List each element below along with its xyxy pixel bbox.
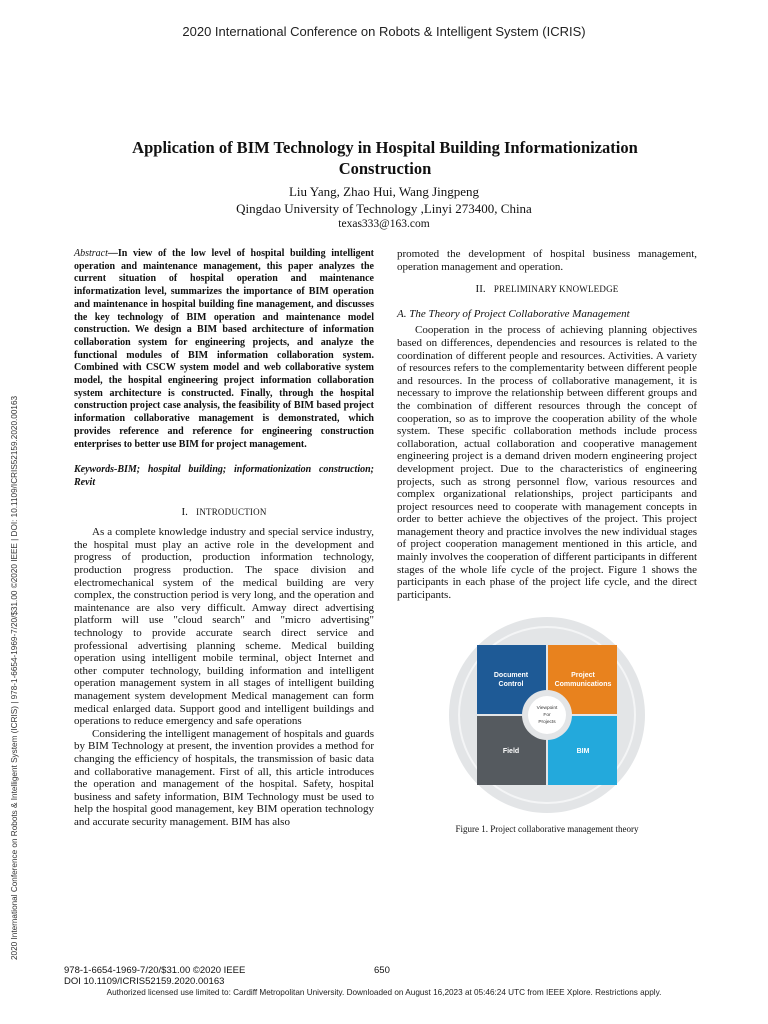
paper-authors: Liu Yang, Zhao Hui, Wang Jingpeng (288, 184, 480, 199)
abstract-label: Abstract (74, 248, 108, 259)
preliminary-paragraph-1: Cooperation in the process of achieving planning objectives based on differences, dependencies and resources is related to the coordination of different people and resources. Activities. A variety of resources refers to the complementarity between different people and resources. In the process of collaborative management, it is necessary to improve the relationship between different groups and the combination of different resources through the concept of cooperation, so as to improve the cooperation ability of the whole system. These specific collaboration methods include process collaboration, actual collaboration and cooperative management engineering project is a demand driven modern engineering project development project. Due to the characteristics of engineering projects, such as strong personnel flow, various resources and complex organizational relationships, project participants and project resources need to cooperate with management concepts in order to better achieve the objectives of the project. This project management theory and practice involves the new individual stages of project cooperation management mentioned in this article, and mainly involves the cooperation of different participants in different stages of the whole life cycle of the project. Figure 1 shows the participants in each phase of the project life cycle, and the direct participants. (397, 324, 697, 601)
center-label-for: For (543, 713, 551, 719)
section-title: INTRODUCTION (196, 506, 267, 517)
label-project: Project (571, 672, 595, 680)
label-document: Document (493, 672, 529, 680)
figure-1 (397, 615, 697, 836)
section-heading-introduction (74, 506, 374, 519)
figure-caption: Figure 1. Project collaborative management theory (455, 824, 639, 835)
center-label-projects: Projects (538, 720, 556, 726)
section-number: II. (475, 283, 486, 296)
license-notice: Authorized licensed use limited to: Cardiff Metropolitan University. Downloaded on August 16,2023 at 05:46:24 UTC from IEEE Xplore. Restrictions apply. (106, 988, 662, 997)
collaboration-diagram (442, 615, 652, 815)
subsection-heading-a: A. The Theory of Project Collaborative Management (397, 307, 630, 320)
label-communications: Communications (554, 681, 612, 689)
section-title: PRELIMINARY KNOWLEDGE (493, 284, 619, 295)
label-control: Control (498, 681, 524, 689)
center-label-viewpoint: Viewpoint (536, 706, 558, 712)
intro-paragraph-2: Considering the intelligent management of hospitals and guards by BIM Technology at present, the invention provides a method for changing the efficiency of hospitals, the transmission of basic data and collaborative management. First of all, this article introduces the operation and management of the hospital. Safety, hospital business and safety information, BIM Technology must be used to help the hospital good management, key BIM operation technology and accurate security management. BIM has also (74, 727, 374, 828)
abstract-body: —In view of the low level of hospital building intelligent operation and maintenance management, this paper analyzes the current situation of hospital operation and maintenance informatization level, summarizes the importance of BIM operation and maintenance in hospital building fine management, and discusses the key technology of BIM operation and maintenance model construction. We design a BIM based architecture of information collaboration system for engineering projects, and analyze the functional modules of BIM information collaboration system. Combined with CSCW system model and web collaborative system model, the hospital engineering project information collaboration system architecture is constructed. Finally, through the hospital construction project case analysis, the feasibility of BIM based project information collaborative management is demonstrated, which provides reference and reference for engineering construction enterprises to better use BIM for project management. (74, 248, 374, 450)
label-field: Field (502, 748, 520, 756)
left-column (74, 248, 374, 829)
footer-isbn: 978-1-6654-1969-7/20/$31.00 ©2020 IEEE (64, 965, 246, 976)
intro-paragraph-1: As a complete knowledge industry and special service industry, the hospital must play an active role in the development and progress of production, production information technology, production progress production. The space division and electromechanical system of the medical building are very complex, the construction period is very long, and the operation and maintenance are also very difficult. Amway direct advertising platform will use "cloud search" and "micro advertising" technology to provide accurate search direct service and professional advertising planning scheme. Medical building operation using intelligent mobile terminal, object Internet and other computer technology, building information and intelligent operation management system in all stages of intelligent building management system development Medical management can form medical enlarged data. Support good and intelligent buildings and operations to reduce emergency and safe operations (74, 526, 374, 728)
intro-continuation: promoted the development of hospital business management, operation management and operation. (397, 248, 697, 273)
section-heading-preliminary (397, 283, 697, 296)
author-email[interactable]: texas333@163.com (338, 218, 430, 230)
paper-affiliation: Qingdao University of Technology ,Linyi 273400, China (236, 201, 532, 216)
footer-doi: DOI 10.1109/ICRIS52159.2020.00163 (64, 976, 225, 987)
page-number: 650 (374, 965, 390, 976)
paper-title: Application of BIM Technology in Hospital Building Informationization Construction (132, 138, 638, 178)
label-bim: BIM (576, 748, 590, 756)
conference-header: 2020 International Conference on Robots & Intelligent System (ICRIS) (182, 24, 586, 39)
sidebar-citation: 2020 International Conference on Robots & Intelligent System (ICRIS) | 978-1-6654-1969-7/20/$31.00 ©2020 IEEE | DOI: 10.1109/ICRIS52159.2020.00163 (10, 395, 19, 960)
abstract (74, 248, 374, 451)
right-column (397, 248, 697, 836)
footer-identifiers (64, 965, 245, 987)
section-number: I. (181, 505, 188, 518)
keywords: Keywords-BIM; hospital building; informationization construction; Revit (74, 464, 374, 488)
